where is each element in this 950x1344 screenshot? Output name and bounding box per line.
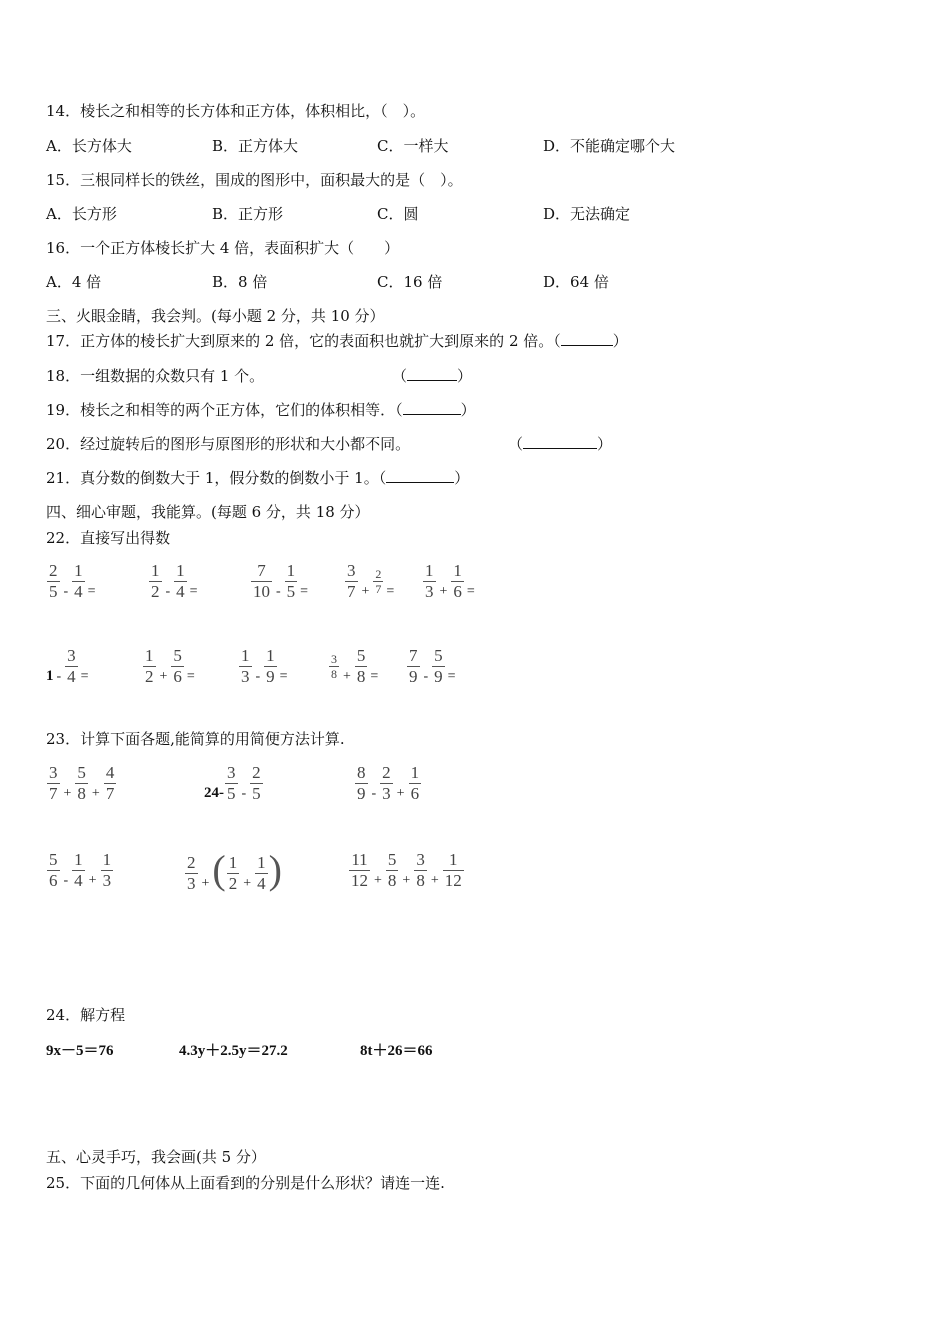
math-symbol: + (88, 872, 97, 888)
math-symbol: + (91, 785, 100, 801)
fraction (443, 850, 464, 891)
q18-answer-blank[interactable] (407, 366, 457, 381)
fraction (143, 646, 156, 687)
denominator: 5 (252, 784, 261, 803)
fraction (227, 853, 240, 894)
q22-expr-6 (46, 646, 89, 687)
fraction (285, 561, 298, 602)
q14-option-b[interactable]: B．正方体大 (212, 137, 299, 155)
question-20 (46, 434, 410, 454)
denominator: 6 (49, 871, 58, 890)
denominator: 7 (347, 582, 356, 601)
fraction (171, 646, 184, 687)
denominator: 9 (434, 667, 443, 686)
q17-close: ） (612, 332, 628, 350)
q17-text: 17．正方体的棱长扩大到原来的 2 倍，它的表面积也就扩大到原来的 2 倍。（ (46, 332, 561, 350)
numerator: 1 (102, 850, 112, 869)
q18-text: 18．一组数据的众数只有 1 个。 (46, 367, 265, 385)
q14-option-d[interactable]: D．不能确定哪个大 (543, 137, 676, 155)
math-symbol: - (63, 872, 69, 888)
math-symbol: + (159, 668, 168, 684)
math-symbol: 24- (204, 784, 224, 801)
q19-text: 19．棱长之和相等的两个正方体，它们的体积相等．（ (46, 401, 403, 419)
fraction (414, 850, 427, 891)
fraction (149, 561, 162, 602)
q18-open: （ (392, 367, 408, 385)
fraction (101, 850, 114, 891)
numerator: 1 (286, 561, 296, 580)
fraction (250, 763, 263, 804)
math-symbol: = (186, 668, 195, 684)
q18-close: ） (457, 367, 473, 385)
denominator: 8 (77, 784, 86, 803)
denominator: 7 (375, 582, 382, 596)
numerator: 3 (331, 652, 337, 666)
math-symbol: = (189, 583, 198, 599)
numerator: 5 (77, 763, 86, 782)
numerator: 7 (409, 646, 418, 665)
numerator: 3 (49, 763, 58, 782)
denominator: 2 (228, 874, 238, 894)
math-symbol: + (430, 872, 439, 888)
q15-option-d[interactable]: D．无法确定 (543, 205, 631, 223)
question-23: 23．计算下面各题,能简算的用简便方法计算. (46, 730, 345, 748)
math-symbol: + (361, 583, 370, 599)
denominator: 3 (382, 784, 391, 803)
math-symbol: = (279, 668, 288, 684)
numerator: 5 (356, 646, 366, 665)
q23-expr-1 (46, 763, 117, 804)
fraction (386, 850, 399, 891)
q16-option-d[interactable]: D．64 倍 (543, 273, 609, 291)
q22-expr-3 (250, 561, 308, 602)
fraction (239, 646, 252, 687)
denominator: 3 (102, 871, 112, 890)
fraction (373, 567, 383, 596)
denominator: 3 (425, 582, 434, 601)
math-symbol: - (241, 785, 247, 801)
fraction (225, 763, 238, 804)
q22-expr-9 (328, 646, 378, 687)
q20-close: ） (597, 435, 613, 453)
math-symbol: = (386, 583, 395, 599)
numerator: 2 (49, 561, 58, 580)
question-14: 14．棱长之和相等的长方体和正方体，体积相比，（ ）。 (46, 102, 426, 120)
question-16: 16．一个正方体棱长扩大 4 倍，表面积扩大（ ） (46, 239, 400, 257)
denominator: 3 (187, 874, 196, 894)
math-symbol: = (466, 583, 475, 599)
numerator: 2 (187, 853, 196, 873)
denominator: 5 (286, 582, 296, 601)
q18-answer (392, 366, 472, 386)
question-21 (46, 468, 469, 488)
denominator: 3 (241, 667, 250, 686)
q23-expr-2 (204, 763, 264, 804)
numerator: 2 (252, 763, 261, 782)
numerator: 1 (176, 561, 185, 580)
q15-option-a[interactable]: A．长方形 (46, 205, 117, 223)
denominator: 9 (409, 667, 418, 686)
fraction (104, 763, 117, 804)
math-symbol: + (396, 785, 405, 801)
denominator: 2 (151, 582, 160, 601)
fraction (432, 646, 445, 687)
q20-answer (508, 434, 612, 454)
fraction (72, 850, 85, 891)
denominator: 8 (356, 667, 366, 686)
math-symbol: - (165, 583, 171, 599)
numerator: 1 (145, 646, 154, 665)
fraction (47, 561, 60, 602)
q14-option-c[interactable]: C．一样大 (377, 137, 449, 155)
math-symbol: + (374, 872, 382, 888)
equation-2: 4.3y＋2.5y＝27.2 (179, 1043, 288, 1059)
math-symbol: ) (268, 847, 282, 892)
denominator: 8 (387, 871, 397, 890)
math-symbol: - (63, 583, 69, 599)
math-symbol: - (255, 668, 261, 684)
q20-answer-blank[interactable] (523, 434, 597, 449)
denominator: 5 (227, 784, 236, 803)
numerator: 3 (416, 850, 425, 869)
numerator: 8 (357, 763, 366, 782)
math-symbol: + (343, 668, 351, 684)
question-17 (46, 331, 628, 351)
math-symbol: - (276, 583, 281, 599)
numerator: 3 (347, 561, 356, 580)
q22-expr-10 (406, 646, 456, 687)
numerator: 7 (257, 561, 266, 580)
numerator: 1 (151, 561, 160, 580)
numerator: 1 (410, 763, 420, 782)
question-15: 15．三根同样长的铁丝，围成的图形中，面积最大的是（ ）。 (46, 171, 463, 189)
math-symbol: = (80, 668, 89, 684)
numerator: 1 (241, 646, 250, 665)
math-symbol: - (423, 668, 429, 684)
fraction (407, 646, 420, 687)
denominator: 8 (331, 667, 337, 681)
q20-open: （ (508, 435, 524, 453)
fraction (355, 763, 368, 804)
fraction (47, 763, 60, 804)
question-18 (46, 366, 264, 386)
math-symbol: + (402, 872, 411, 888)
numerator: 2 (375, 567, 382, 581)
q15-option-c[interactable]: C．圆 (377, 205, 419, 223)
fraction (355, 646, 368, 687)
numerator: 1 (74, 561, 83, 580)
fraction (423, 561, 436, 602)
q22-expr-5 (422, 561, 475, 602)
math-symbol: = (300, 583, 309, 599)
numerator: 11 (351, 850, 368, 869)
q21-answer-blank[interactable] (386, 468, 454, 483)
question-22: 22．直接写出得数 (46, 529, 171, 547)
math-symbol: = (370, 668, 379, 684)
math-symbol: = (87, 583, 96, 599)
numerator: 5 (434, 646, 443, 665)
q15-option-b[interactable]: B．正方形 (212, 205, 284, 223)
q23-expr-3 (354, 763, 422, 804)
q23-expr-4 (46, 850, 114, 891)
math-symbol: 1 (46, 667, 54, 684)
numerator: 1 (74, 850, 83, 869)
q19-close: ） (460, 401, 476, 419)
math-symbol: ( (212, 847, 226, 892)
math-symbol: = (447, 668, 456, 684)
fraction (47, 850, 60, 891)
denominator: 4 (257, 874, 266, 894)
q22-expr-7 (142, 646, 195, 687)
denominator: 6 (173, 667, 182, 686)
numerator: 1 (453, 561, 462, 580)
math-symbol: + (201, 876, 210, 891)
equation-3: 8t＋26＝66 (360, 1043, 433, 1059)
section-5-heading: 五、心灵手巧，我会画(共 5 分） (46, 1148, 266, 1166)
fraction (255, 853, 268, 894)
fraction (251, 561, 272, 602)
q16-option-c[interactable]: C．16 倍 (377, 273, 443, 291)
denominator: 7 (105, 784, 115, 803)
numerator: 1 (425, 561, 434, 580)
denominator: 6 (410, 784, 420, 803)
question-24: 24．解方程 (46, 1006, 126, 1024)
denominator: 12 (444, 871, 462, 890)
q22-expr-1 (46, 561, 96, 602)
fraction (451, 561, 464, 602)
denominator: 4 (176, 582, 185, 601)
section-3-heading: 三、火眼金睛，我会判。(每小题 2 分，共 10 分） (46, 307, 385, 325)
q14-option-a[interactable]: A．长方体大 (46, 137, 132, 155)
denominator: 4 (74, 871, 83, 890)
q22-expr-2 (148, 561, 198, 602)
math-symbol: - (56, 668, 62, 684)
q21-text: 21．真分数的倒数大于 1，假分数的倒数小于 1。（ (46, 469, 387, 487)
denominator: 6 (453, 582, 462, 601)
numerator: 3 (227, 763, 236, 782)
numerator: 5 (49, 850, 58, 869)
numerator: 4 (105, 763, 115, 782)
numerator: 3 (67, 646, 76, 665)
q16-option-b[interactable]: B．8 倍 (212, 273, 268, 291)
section-4-heading: 四、细心审题，我能算。(每题 6 分，共 18 分） (46, 503, 370, 521)
q21-close: ） (454, 469, 470, 487)
denominator: 9 (357, 784, 366, 803)
denominator: 2 (145, 667, 154, 686)
q16-option-a[interactable]: A．4 倍 (46, 273, 102, 291)
fraction (174, 561, 187, 602)
q22-expr-8 (238, 646, 288, 687)
q23-expr-5 (184, 846, 282, 894)
q23-expr-6 (348, 850, 465, 891)
numerator: 1 (448, 850, 458, 869)
equation-1: 9x－5＝76 (46, 1043, 114, 1059)
fraction (329, 652, 339, 681)
math-symbol: + (63, 785, 72, 801)
denominator: 5 (49, 582, 58, 601)
fraction (349, 850, 370, 891)
fraction (380, 763, 393, 804)
fraction (345, 561, 358, 602)
fraction (75, 763, 88, 804)
math-symbol: - (371, 785, 377, 801)
numerator: 1 (257, 853, 266, 873)
denominator: 8 (416, 871, 425, 890)
q22-expr-4 (344, 561, 394, 602)
question-19 (46, 400, 476, 420)
fraction (72, 561, 85, 602)
numerator: 2 (382, 763, 391, 782)
fraction (264, 646, 277, 687)
fraction (409, 763, 422, 804)
q20-text: 20．经过旋转后的图形与原图形的形状和大小都不同。 (46, 435, 411, 453)
fraction (185, 853, 198, 894)
fraction (65, 646, 78, 687)
denominator: 12 (351, 871, 368, 890)
denominator: 10 (253, 582, 270, 601)
numerator: 5 (173, 646, 182, 665)
denominator: 9 (266, 667, 275, 686)
denominator: 7 (49, 784, 58, 803)
denominator: 4 (67, 667, 76, 686)
q19-answer-blank[interactable] (403, 400, 461, 415)
q17-answer-blank[interactable] (561, 331, 613, 346)
denominator: 4 (74, 582, 83, 601)
math-symbol: + (243, 876, 252, 891)
math-symbol: + (439, 583, 448, 599)
question-25: 25．下面的几何体从上面看到的分别是什么形状？请连一连. (46, 1174, 445, 1192)
numerator: 5 (387, 850, 397, 869)
numerator: 1 (266, 646, 275, 665)
numerator: 1 (228, 853, 238, 873)
